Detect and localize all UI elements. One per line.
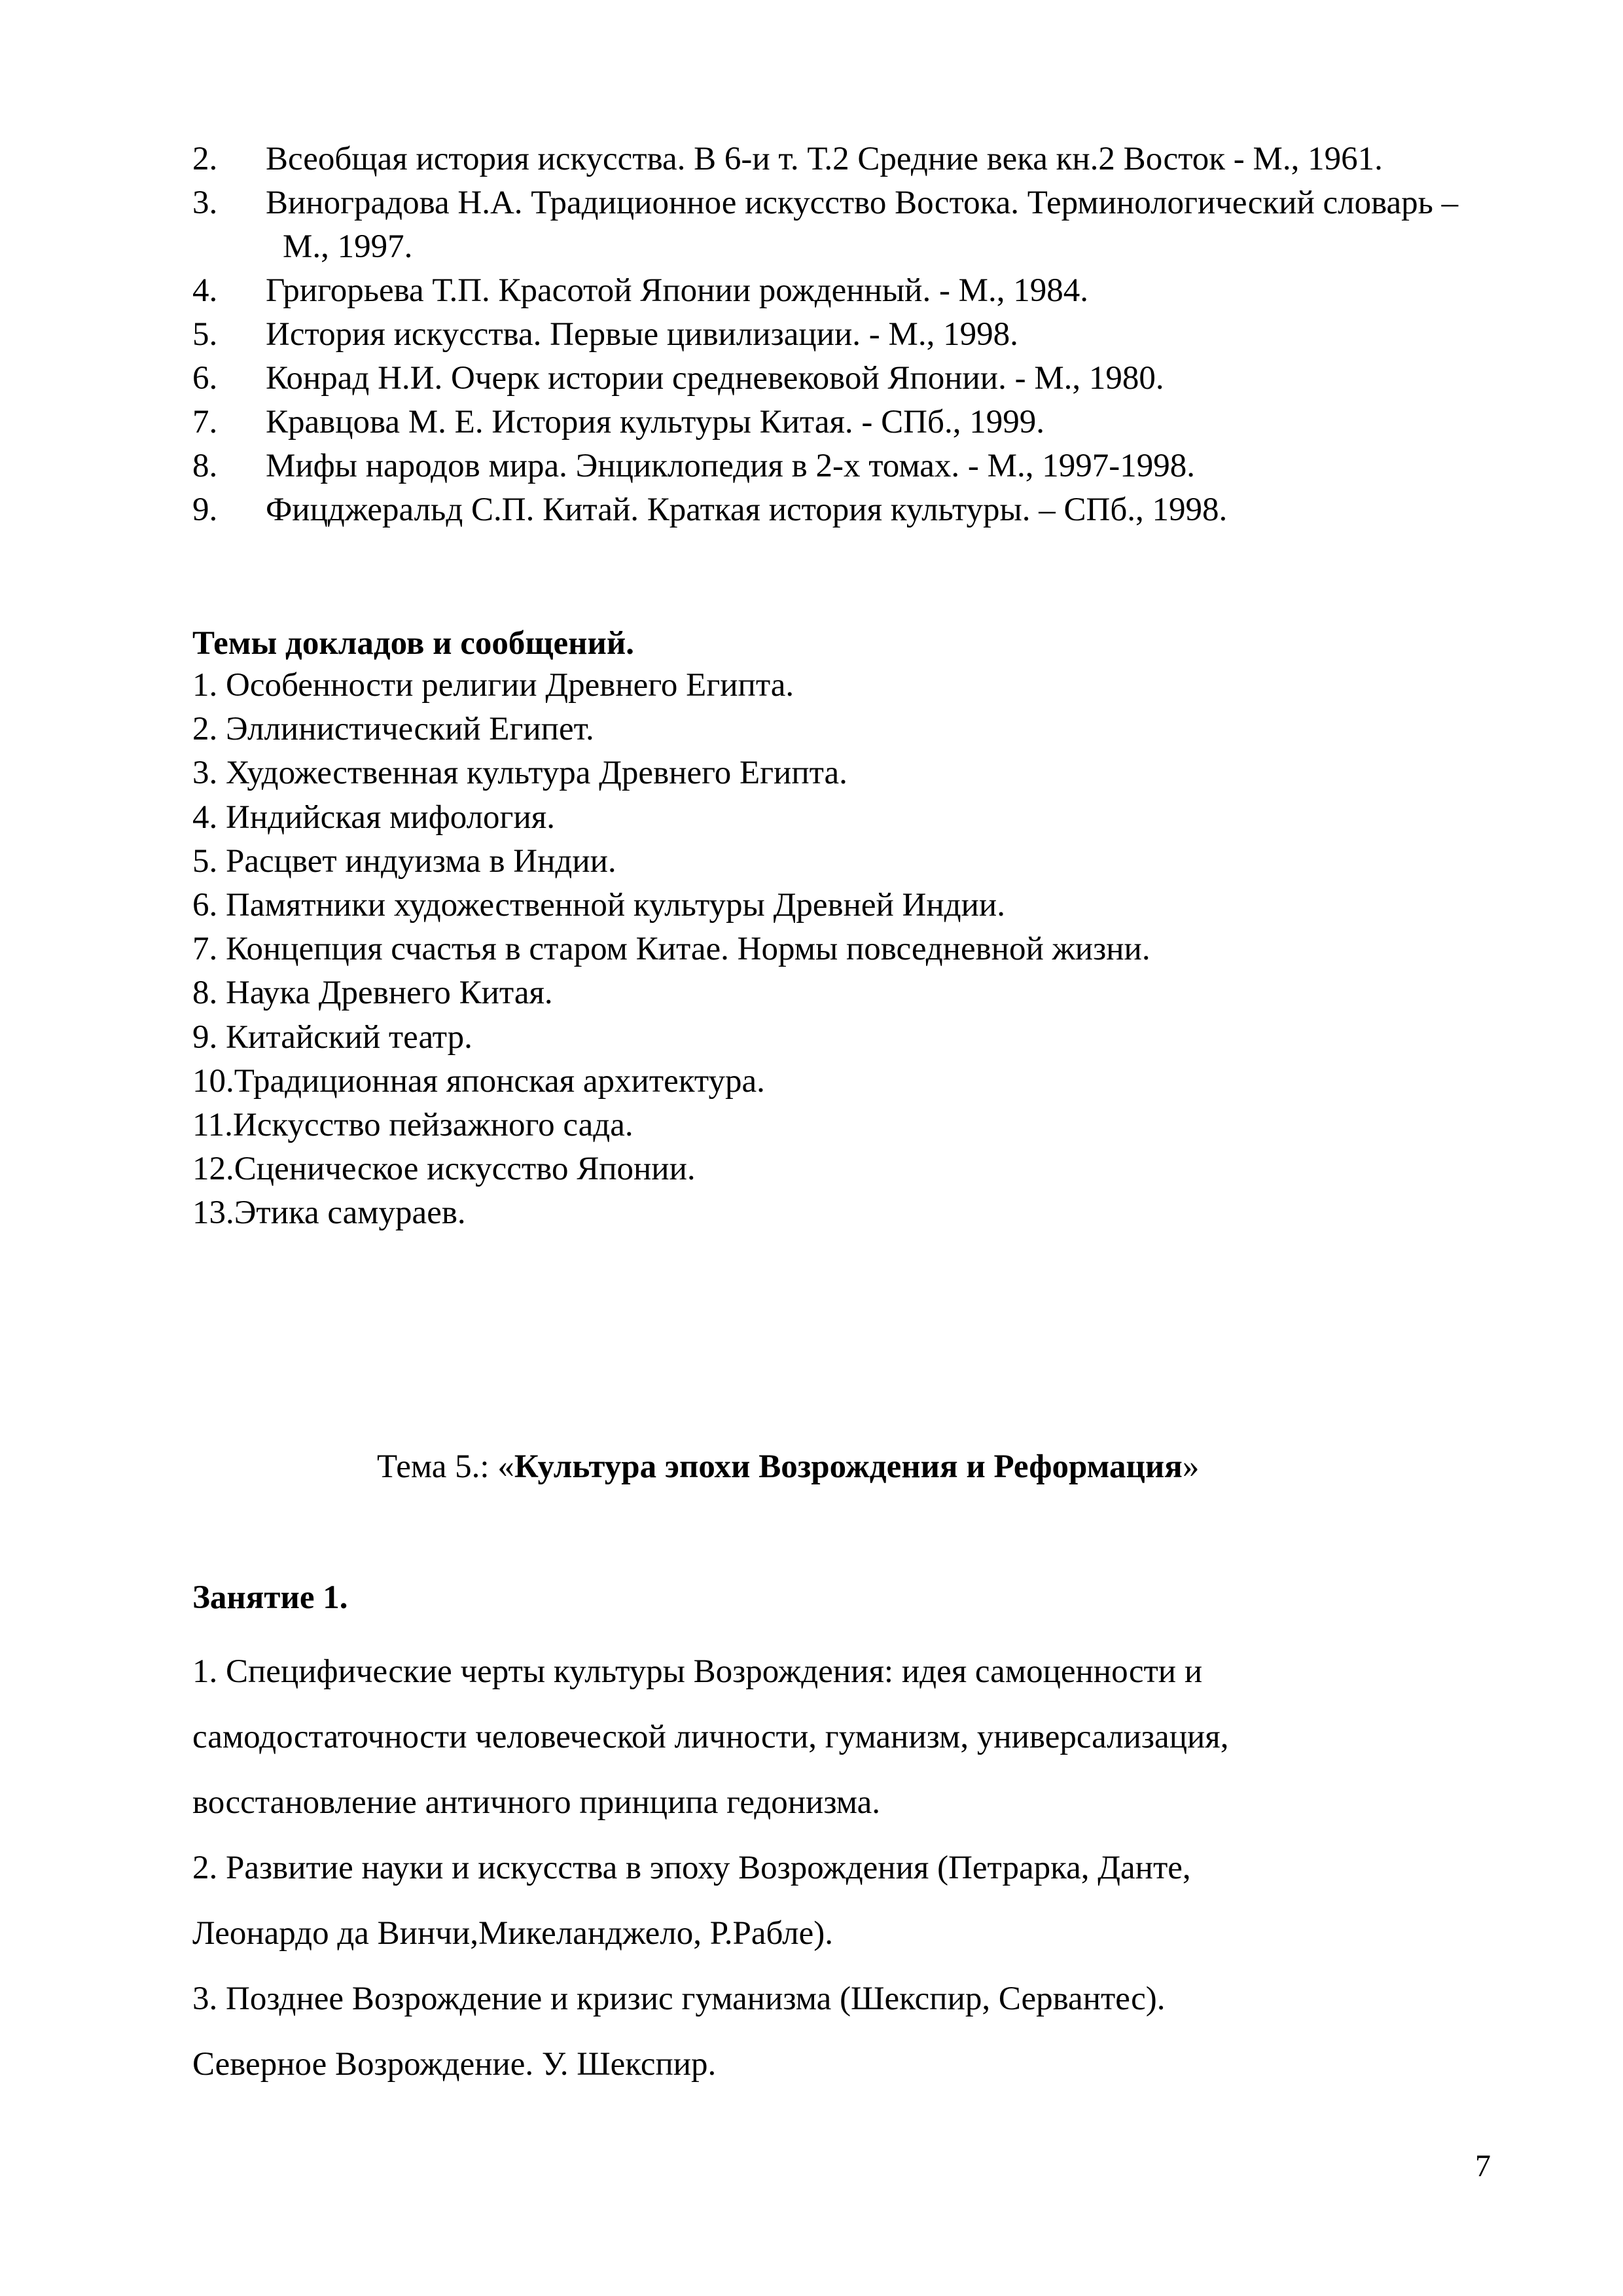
page-number: 7 — [1475, 2149, 1491, 2183]
theme-title — [377, 1445, 1199, 1489]
lesson-heading: Занятие 1. — [192, 1579, 348, 1616]
theme-prefix: Тема 5.: « — [377, 1448, 514, 1485]
list-item-text: Всеобщая история искусства. В 6-и т. Т.2 Средние века кн.2 Восток - М., 1961. — [266, 141, 1383, 177]
list-item — [192, 401, 1488, 444]
list-item-number: 7. — [192, 404, 218, 440]
topic-item: 6. Памятники художественной культуры Древней Индии. — [192, 887, 1005, 924]
topic-item: 4. Индийская мифология. — [192, 798, 555, 836]
topic-item: 10.Традиционная японская архитектура. — [192, 1062, 765, 1100]
list-item-number: 5. — [192, 316, 218, 353]
topic-item: 12.Сценическое искусство Японии. — [192, 1151, 696, 1188]
list-item-text: Кравцова М. Е. История культуры Китая. - СПб., 1999. — [266, 404, 1044, 440]
list-item-number: 9. — [192, 492, 218, 528]
list-item-text: Виноградова Н.А. Традиционное искусство Востока. Терминологический словарь – М., 1997. — [266, 185, 1459, 265]
lesson-line: Северное Возрождение. У. Шекспир. — [192, 2046, 717, 2083]
list-item-number: 6. — [192, 360, 218, 397]
topic-item: 1. Особенности религии Древнего Египта. — [192, 667, 794, 704]
topic-item: 9. Китайский театр. — [192, 1018, 473, 1056]
list-item — [192, 313, 1488, 357]
topic-item: 7. Концепция счастья в старом Китае. Нормы повседневной жизни. — [192, 931, 1150, 968]
topic-item: 8. Наука Древнего Китая. — [192, 975, 553, 1012]
list-item-number: 3. — [192, 185, 218, 221]
list-item-number: 4. — [192, 272, 218, 309]
topic-item: 13.Этика самураев. — [192, 1194, 466, 1232]
list-item-text: История искусства. Первые цивилизации. - М., 1998. — [266, 316, 1018, 353]
list-item — [192, 269, 1488, 313]
lesson-line: восстановление античного принципа гедонизма. — [192, 1784, 881, 1821]
topic-item: 11.Искусство пейзажного сада. — [192, 1107, 633, 1144]
topic-item: 5. Расцвет индуизма в Индии. — [192, 842, 616, 880]
lesson-line: 2. Развитие науки и искусства в эпоху Возрождения (Петрарка, Данте, — [192, 1850, 1191, 1886]
list-item-text: Фицджеральд С.П. Китай. Краткая история культуры. – СПб., 1998. — [266, 492, 1228, 528]
lesson-line: 3. Позднее Возрождение и кризис гуманизма (Шекспир, Сервантес). — [192, 1981, 1166, 2017]
list-item — [192, 444, 1488, 488]
theme-name: Культура эпохи Возрождения и Реформация — [514, 1448, 1183, 1485]
list-item-text: Мифы народов мира. Энциклопедия в 2-х томах. - М., 1997-1998. — [266, 448, 1195, 484]
lesson-line: самодостаточности человеческой личности, гуманизм, универсализация, — [192, 1719, 1229, 1755]
lesson-line: 1. Специфические черты культуры Возрождения: идея самоценности и — [192, 1653, 1203, 1690]
list-item — [192, 357, 1488, 401]
list-item — [192, 181, 1488, 269]
theme-suffix: » — [1182, 1448, 1200, 1485]
topic-item: 2. Эллинистический Египет. — [192, 711, 594, 748]
list-item-text: Григорьева Т.П. Красотой Японии рожденный. - М., 1984. — [266, 272, 1089, 309]
lesson-body — [192, 1639, 1488, 2097]
bibliography-list — [192, 137, 1488, 532]
topics-heading: Темы докладов и сообщений. — [192, 625, 635, 662]
lesson-line: Леонардо да Винчи,Микеланджело, Р.Рабле). — [192, 1915, 833, 1952]
topics-list — [192, 664, 1488, 1236]
list-item — [192, 488, 1488, 532]
list-item-number: 8. — [192, 448, 218, 484]
topic-item: 3. Художественная культура Древнего Египта. — [192, 755, 847, 792]
list-item — [192, 137, 1488, 181]
list-item-number: 2. — [192, 141, 218, 177]
list-item-text: Конрад Н.И. Очерк истории средневековой Японии. - М., 1980. — [266, 360, 1164, 397]
